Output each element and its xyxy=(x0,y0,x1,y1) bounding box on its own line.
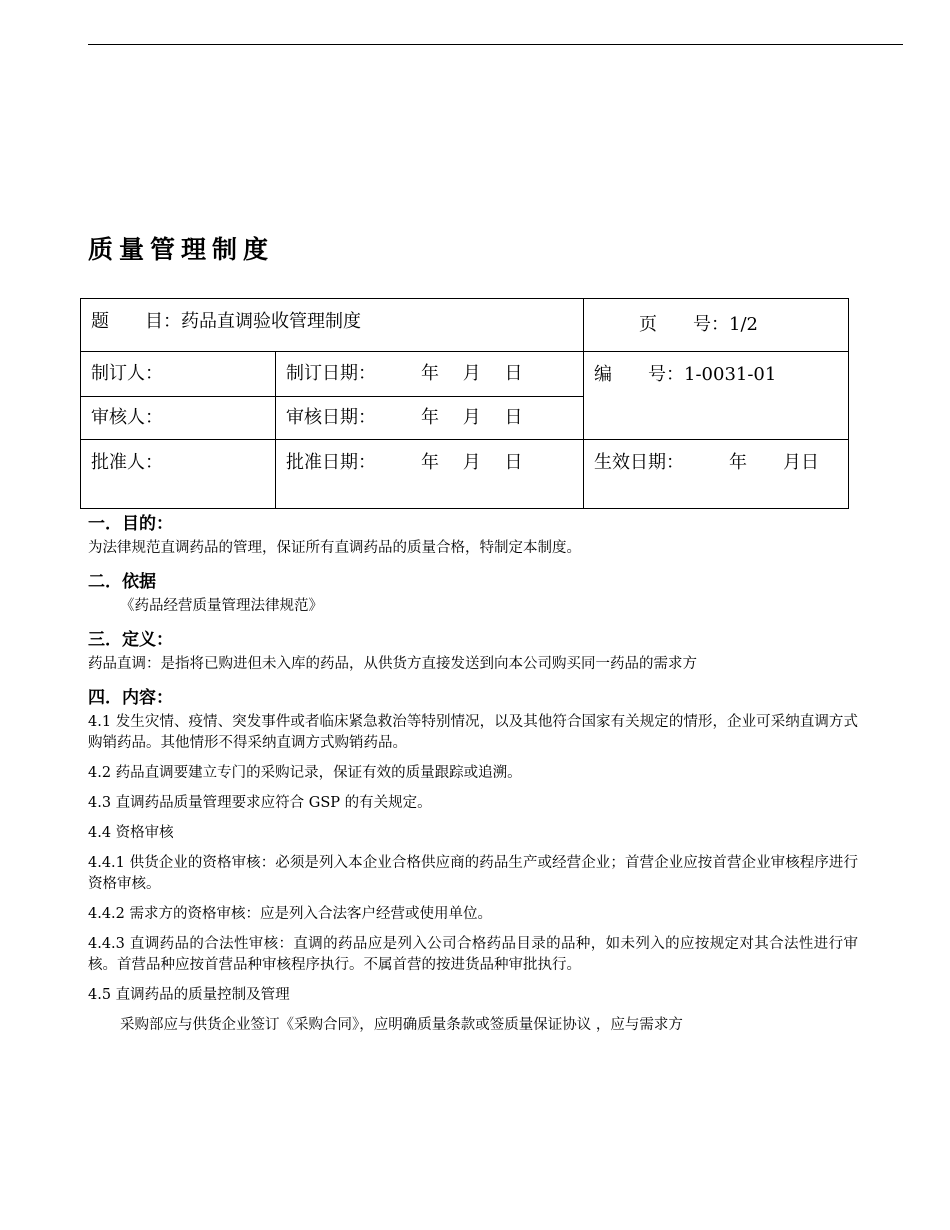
paragraph-4-4-2: 4.4.2 需求方的资格审核：应是列入合法客户经营或使用单位。 xyxy=(88,906,493,922)
paragraph-4-5-text: 采购部应与供货企业签订《采购合同》，应明确质量条款或签质量保证协议 ，应与需求方 xyxy=(120,1017,683,1033)
drafter-cell xyxy=(81,352,276,397)
approve-date-cell xyxy=(276,440,584,509)
paragraph-4-5: 4.5 直调药品的质量控制及管理 xyxy=(88,987,290,1003)
paragraph-4-4-3: 4.4.3 直调药品的合法性审核：直调的药品应是列入公司合格药品目录的品种，如未列入的应按规定对其合法性进行审核。首营品种应按首营品种审核程序执行。不属首营的按进货品种审批执行。 xyxy=(88,936,858,973)
review-date-cell xyxy=(276,397,584,440)
number-label: 编 号： xyxy=(594,364,684,385)
drafter-label: 制订人： xyxy=(91,363,163,384)
section-4-heading: 四．内容： xyxy=(88,688,173,708)
header-rule xyxy=(88,44,903,45)
draft-date-cell xyxy=(276,352,584,397)
subject-value: 药品直调验收管理制度 xyxy=(181,311,361,332)
document-number-cell xyxy=(584,352,849,440)
paragraph-4-3: 4.3 直调药品质量管理要求应符合 GSP 的有关规定。 xyxy=(88,795,432,811)
page-label: 页 号： xyxy=(639,314,729,335)
section-1-text: 为法律规范直调药品的管理，保证所有直调药品的质量合格，特制定本制度。 xyxy=(88,540,581,556)
number-value: 1-0031-01 xyxy=(684,364,777,385)
section-2-heading: 二．依据 xyxy=(88,572,156,592)
section-1-heading: 一．目的： xyxy=(88,514,173,534)
paragraph-4-4: 4.4 资格审核 xyxy=(88,825,174,841)
paragraph-4-4-1: 4.4.1 供货企业的资格审核：必须是列入本企业合格供应商的药品生产或经营企业；首营企业应按首营企业审核程序进行资格审核。 xyxy=(88,855,858,892)
reviewer-cell xyxy=(81,397,276,440)
page-value: 1/2 xyxy=(729,314,758,335)
approver-label: 批准人： xyxy=(91,452,163,473)
review-date: 审核日期： 年 月 日 xyxy=(286,407,523,428)
section-3-heading: 三．定义： xyxy=(88,630,173,650)
subject-label: 题 目： xyxy=(91,311,181,332)
page-number-cell xyxy=(584,299,849,352)
draft-date: 制订日期： 年 月 日 xyxy=(286,363,523,384)
document-info-table xyxy=(80,298,849,509)
approver-cell xyxy=(81,440,276,509)
paragraph-4-1: 4.1 发生灾情、疫情、突发事件或者临床紧急救治等特别情况，以及其他符合国家有关规定的情形，企业可采纳直调方式购销药品。其他情形不得采纳直调方式购销药品。 xyxy=(88,714,858,751)
effective-date-cell xyxy=(584,440,849,509)
approve-date: 批准日期： 年 月 日 xyxy=(286,452,523,473)
subject-cell xyxy=(81,299,584,352)
effective-date: 生效日期： 年 月日 xyxy=(594,452,819,473)
document-body xyxy=(88,510,858,1045)
section-2-text: 《药品经营质量管理法律规范》 xyxy=(120,598,323,614)
document-title: 质量管理制度 xyxy=(88,235,275,264)
section-3-text: 药品直调：是指将已购进但未入库的药品，从供货方直接发送到向本公司购买同一药品的需求方 xyxy=(88,656,697,672)
reviewer-label: 审核人： xyxy=(91,407,163,428)
paragraph-4-2: 4.2 药品直调要建立专门的采购记录，保证有效的质量跟踪或追溯。 xyxy=(88,765,522,781)
